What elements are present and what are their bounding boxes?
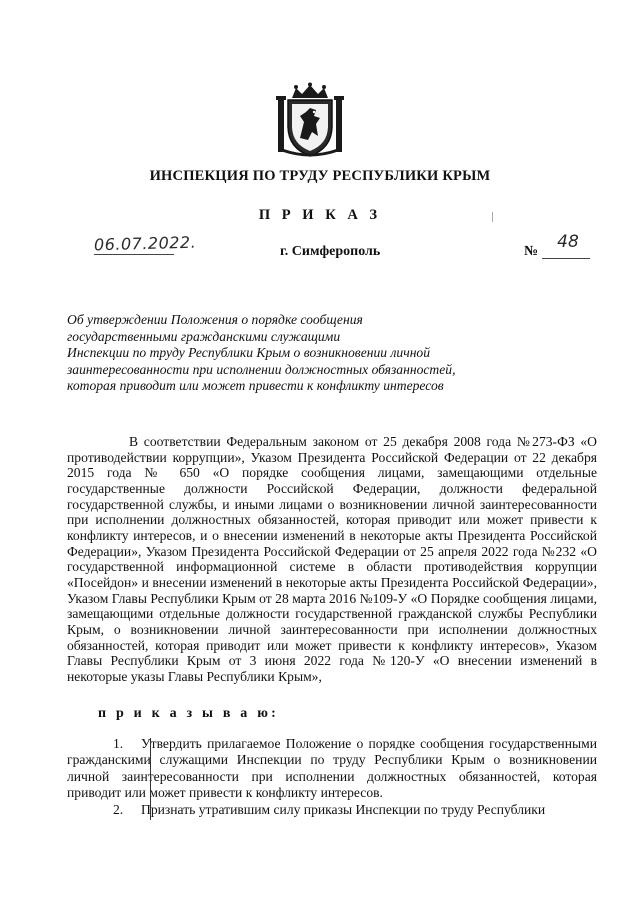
order-date: 06.07.2022. xyxy=(93,232,197,255)
number-sign: № xyxy=(524,244,539,259)
order-number: 48 xyxy=(557,232,579,252)
order-items xyxy=(67,736,597,818)
order-item xyxy=(67,802,597,818)
subject-line: Инспекции по труду Республики Крым о возникновении личной xyxy=(67,345,431,361)
subject-line: заинтересованности при исполнении должностных обязанностей, xyxy=(67,361,456,377)
margin-mark xyxy=(150,738,151,820)
item-text: Утвердить прилагаемое Положение о порядке сообщения государственными гражданскими служащими Инспекции по труду Республики Крым о возникновении личной заинтересованности при исполнении должностных обязанностей, которая приводит или может привести к конфликту интересов. xyxy=(67,736,597,801)
decree-word: п р и к а з ы в а ю: xyxy=(98,706,279,721)
order-subject xyxy=(67,312,537,395)
crimea-coat-of-arms-icon xyxy=(274,82,346,158)
number-underline xyxy=(542,258,590,259)
subject-line: государственными гражданскими служащими xyxy=(67,328,341,344)
item-number: 1. xyxy=(113,736,124,751)
item-number: 2. xyxy=(113,801,124,817)
subject-line: которая приводит или может привести к конфликту интересов xyxy=(67,378,444,394)
item-text: Признать утратившим силу приказы Инспекции по труду Республики xyxy=(141,801,546,817)
date-underline xyxy=(94,254,174,255)
preamble-text: В соответствии Федеральным законом от 25 декабря 2008 года №273-ФЗ «О противодействии коррупции», Указом Президента Российской Федерации от 22 декабря 2015 года № 650 «О порядке сообщения лицами, замещающими отдельные государственные должности Российской Федерации, должности федеральной государственной службы, и иными лицами о возникновении личной заинтересованности при исполнении должностных обязанностей, которая приводит или может привести к конфликту интересов, и о внесении изменений в некоторые акты Президента Российской Федерации», Указом Президента Российской Федерации от 25 апреля 2022 года №232 «О государственной информационной системе в области противодействия коррупции «Посейдон» и внесении изменений в некоторые акты Президента Российской Федерации», Указом Главы Республики Крым от 28 марта 2016 №109-У «О Порядке сообщения лицами, замещающими отдельные должности государственной гражданской службы Республики Крым, о возникновении личной заинтересованности при исполнении должностных обязанностей, которая приводит или может привести к конфликту интересов», Указом Главы Республики Крым от 3 июня 2022 года №120-У «О внесении изменений в некоторые указы Главы Республики Крым», xyxy=(67,434,597,684)
city: г. Симферополь xyxy=(280,244,381,259)
document-type: П Р И К А З xyxy=(258,207,382,223)
subject-line: Об утверждении Положения о порядке сообщения xyxy=(67,312,363,327)
order-item xyxy=(67,736,597,802)
agency-name: ИНСПЕКЦИЯ ПО ТРУДУ РЕСПУБЛИКИ КРЫМ xyxy=(149,168,491,184)
preamble xyxy=(67,434,597,685)
